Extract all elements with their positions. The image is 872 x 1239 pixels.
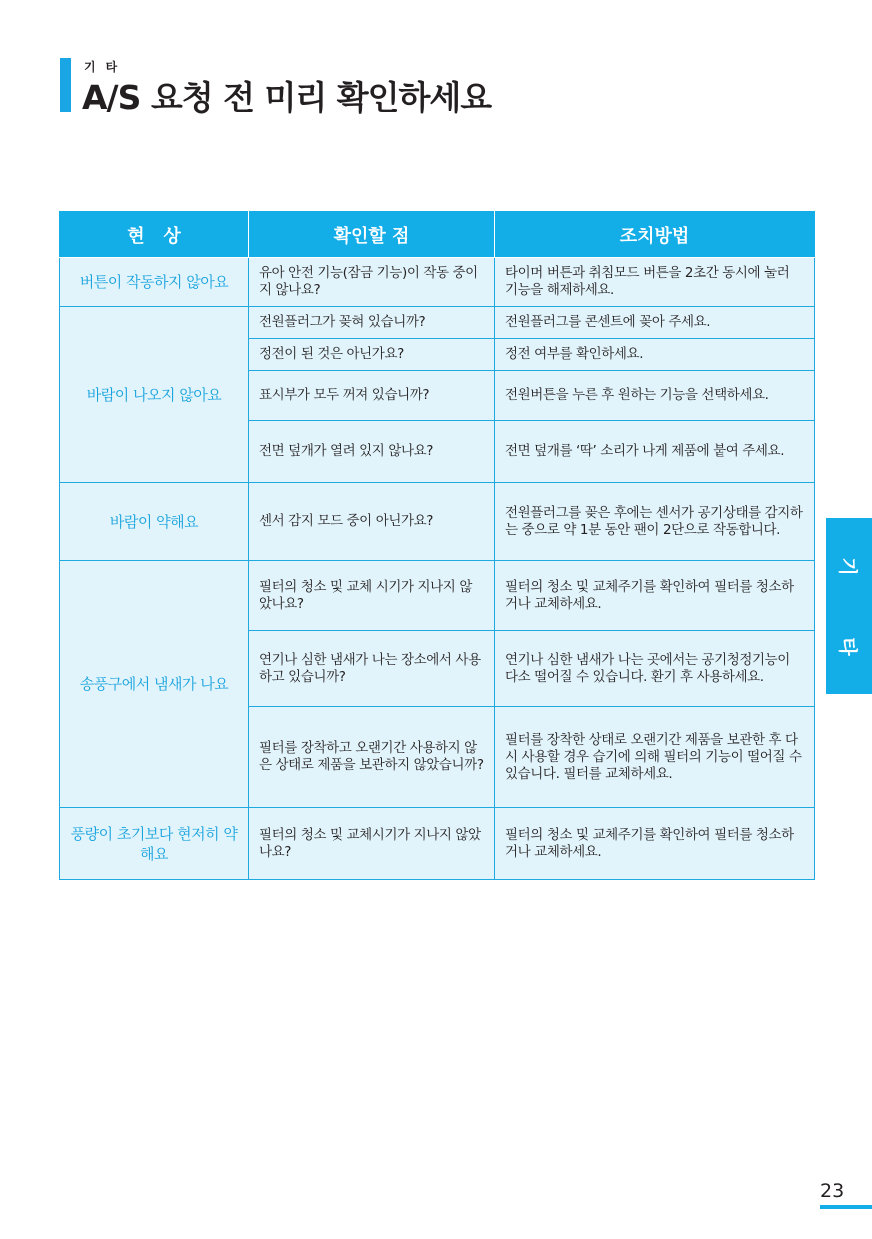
check-cell: 필터를 장착하고 오랜기간 사용하지 않은 상태로 제품을 보관하지 않았습니까? bbox=[249, 707, 495, 808]
symptom-cell: 바람이 나오지 않아요 bbox=[60, 307, 249, 483]
action-cell: 전원버튼을 누른 후 원하는 기능을 선택하세요. bbox=[495, 371, 815, 421]
table-row bbox=[60, 258, 815, 307]
side-tab-char: 기 bbox=[836, 556, 859, 576]
as-checklist-table bbox=[59, 211, 815, 880]
action-cell: 연기나 심한 냄새가 나는 곳에서는 공기청정기능이 다소 떨어질 수 있습니다. 환기 후 사용하세요. bbox=[495, 631, 815, 707]
check-cell: 유아 안전 기능(잠금 기능)이 작동 중이지 않나요? bbox=[249, 258, 495, 307]
table-row bbox=[60, 483, 815, 561]
check-cell: 센서 감지 모드 중이 아닌가요? bbox=[249, 483, 495, 561]
check-cell: 전면 덮개가 열려 있지 않나요? bbox=[249, 421, 495, 483]
action-cell: 전원플러그를 콘센트에 꽂아 주세요. bbox=[495, 307, 815, 339]
page-number: 23 bbox=[820, 1180, 845, 1202]
symptom-cell: 버튼이 작동하지 않아요 bbox=[60, 258, 249, 307]
action-cell: 필터의 청소 및 교체주기를 확인하여 필터를 청소하거나 교체하세요. bbox=[495, 561, 815, 631]
check-cell: 필터의 청소 및 교체 시기가 지나지 않았나요? bbox=[249, 561, 495, 631]
check-cell: 필터의 청소 및 교체시기가 지나지 않았나요? bbox=[249, 808, 495, 880]
action-cell: 전원플러그를 꽂은 후에는 센서가 공기상태를 감지하는 중으로 약 1분 동안 팬이 2단으로 작동합니다. bbox=[495, 483, 815, 561]
section-label: 기타 bbox=[84, 60, 128, 74]
action-cell: 타이머 버튼과 취침모드 버튼을 2초간 동시에 눌러 기능을 해제하세요. bbox=[495, 258, 815, 307]
action-cell: 필터의 청소 및 교체주기를 확인하여 필터를 청소하거나 교체하세요. bbox=[495, 808, 815, 880]
symptom-cell: 바람이 약해요 bbox=[60, 483, 249, 561]
table-row bbox=[60, 561, 815, 631]
action-cell: 전면 덮개를 ‘딱’ 소리가 나게 제품에 붙여 주세요. bbox=[495, 421, 815, 483]
action-cell: 필터를 장착한 상태로 오랜기간 제품을 보관한 후 다시 사용할 경우 습기에 의해 필터의 기능이 떨어질 수 있습니다. 필터를 교체하세요. bbox=[495, 707, 815, 808]
page-number-underline bbox=[820, 1205, 872, 1209]
check-cell: 연기나 심한 냄새가 나는 장소에서 사용하고 있습니까? bbox=[249, 631, 495, 707]
action-cell: 정전 여부를 확인하세요. bbox=[495, 339, 815, 371]
check-cell: 전원플러그가 꽂혀 있습니까? bbox=[249, 307, 495, 339]
check-cell: 표시부가 모두 꺼져 있습니까? bbox=[249, 371, 495, 421]
title-accent-bar bbox=[60, 58, 71, 112]
symptom-cell: 송풍구에서 냄새가 나요 bbox=[60, 561, 249, 808]
table-row bbox=[60, 808, 815, 880]
check-cell: 정전이 된 것은 아닌가요? bbox=[249, 339, 495, 371]
symptom-cell: 풍량이 초기보다 현저히 약해요 bbox=[60, 808, 249, 880]
header-check: 확인할 점 bbox=[249, 212, 495, 258]
page-title: A/S 요청 전 미리 확인하세요 bbox=[82, 78, 492, 117]
table-row bbox=[60, 307, 815, 339]
header-symptom: 현 상 bbox=[60, 212, 249, 258]
side-section-tab bbox=[826, 518, 872, 694]
side-tab-char: 타 bbox=[836, 636, 859, 656]
table-header-row bbox=[60, 212, 815, 258]
header-action: 조치방법 bbox=[495, 212, 815, 258]
